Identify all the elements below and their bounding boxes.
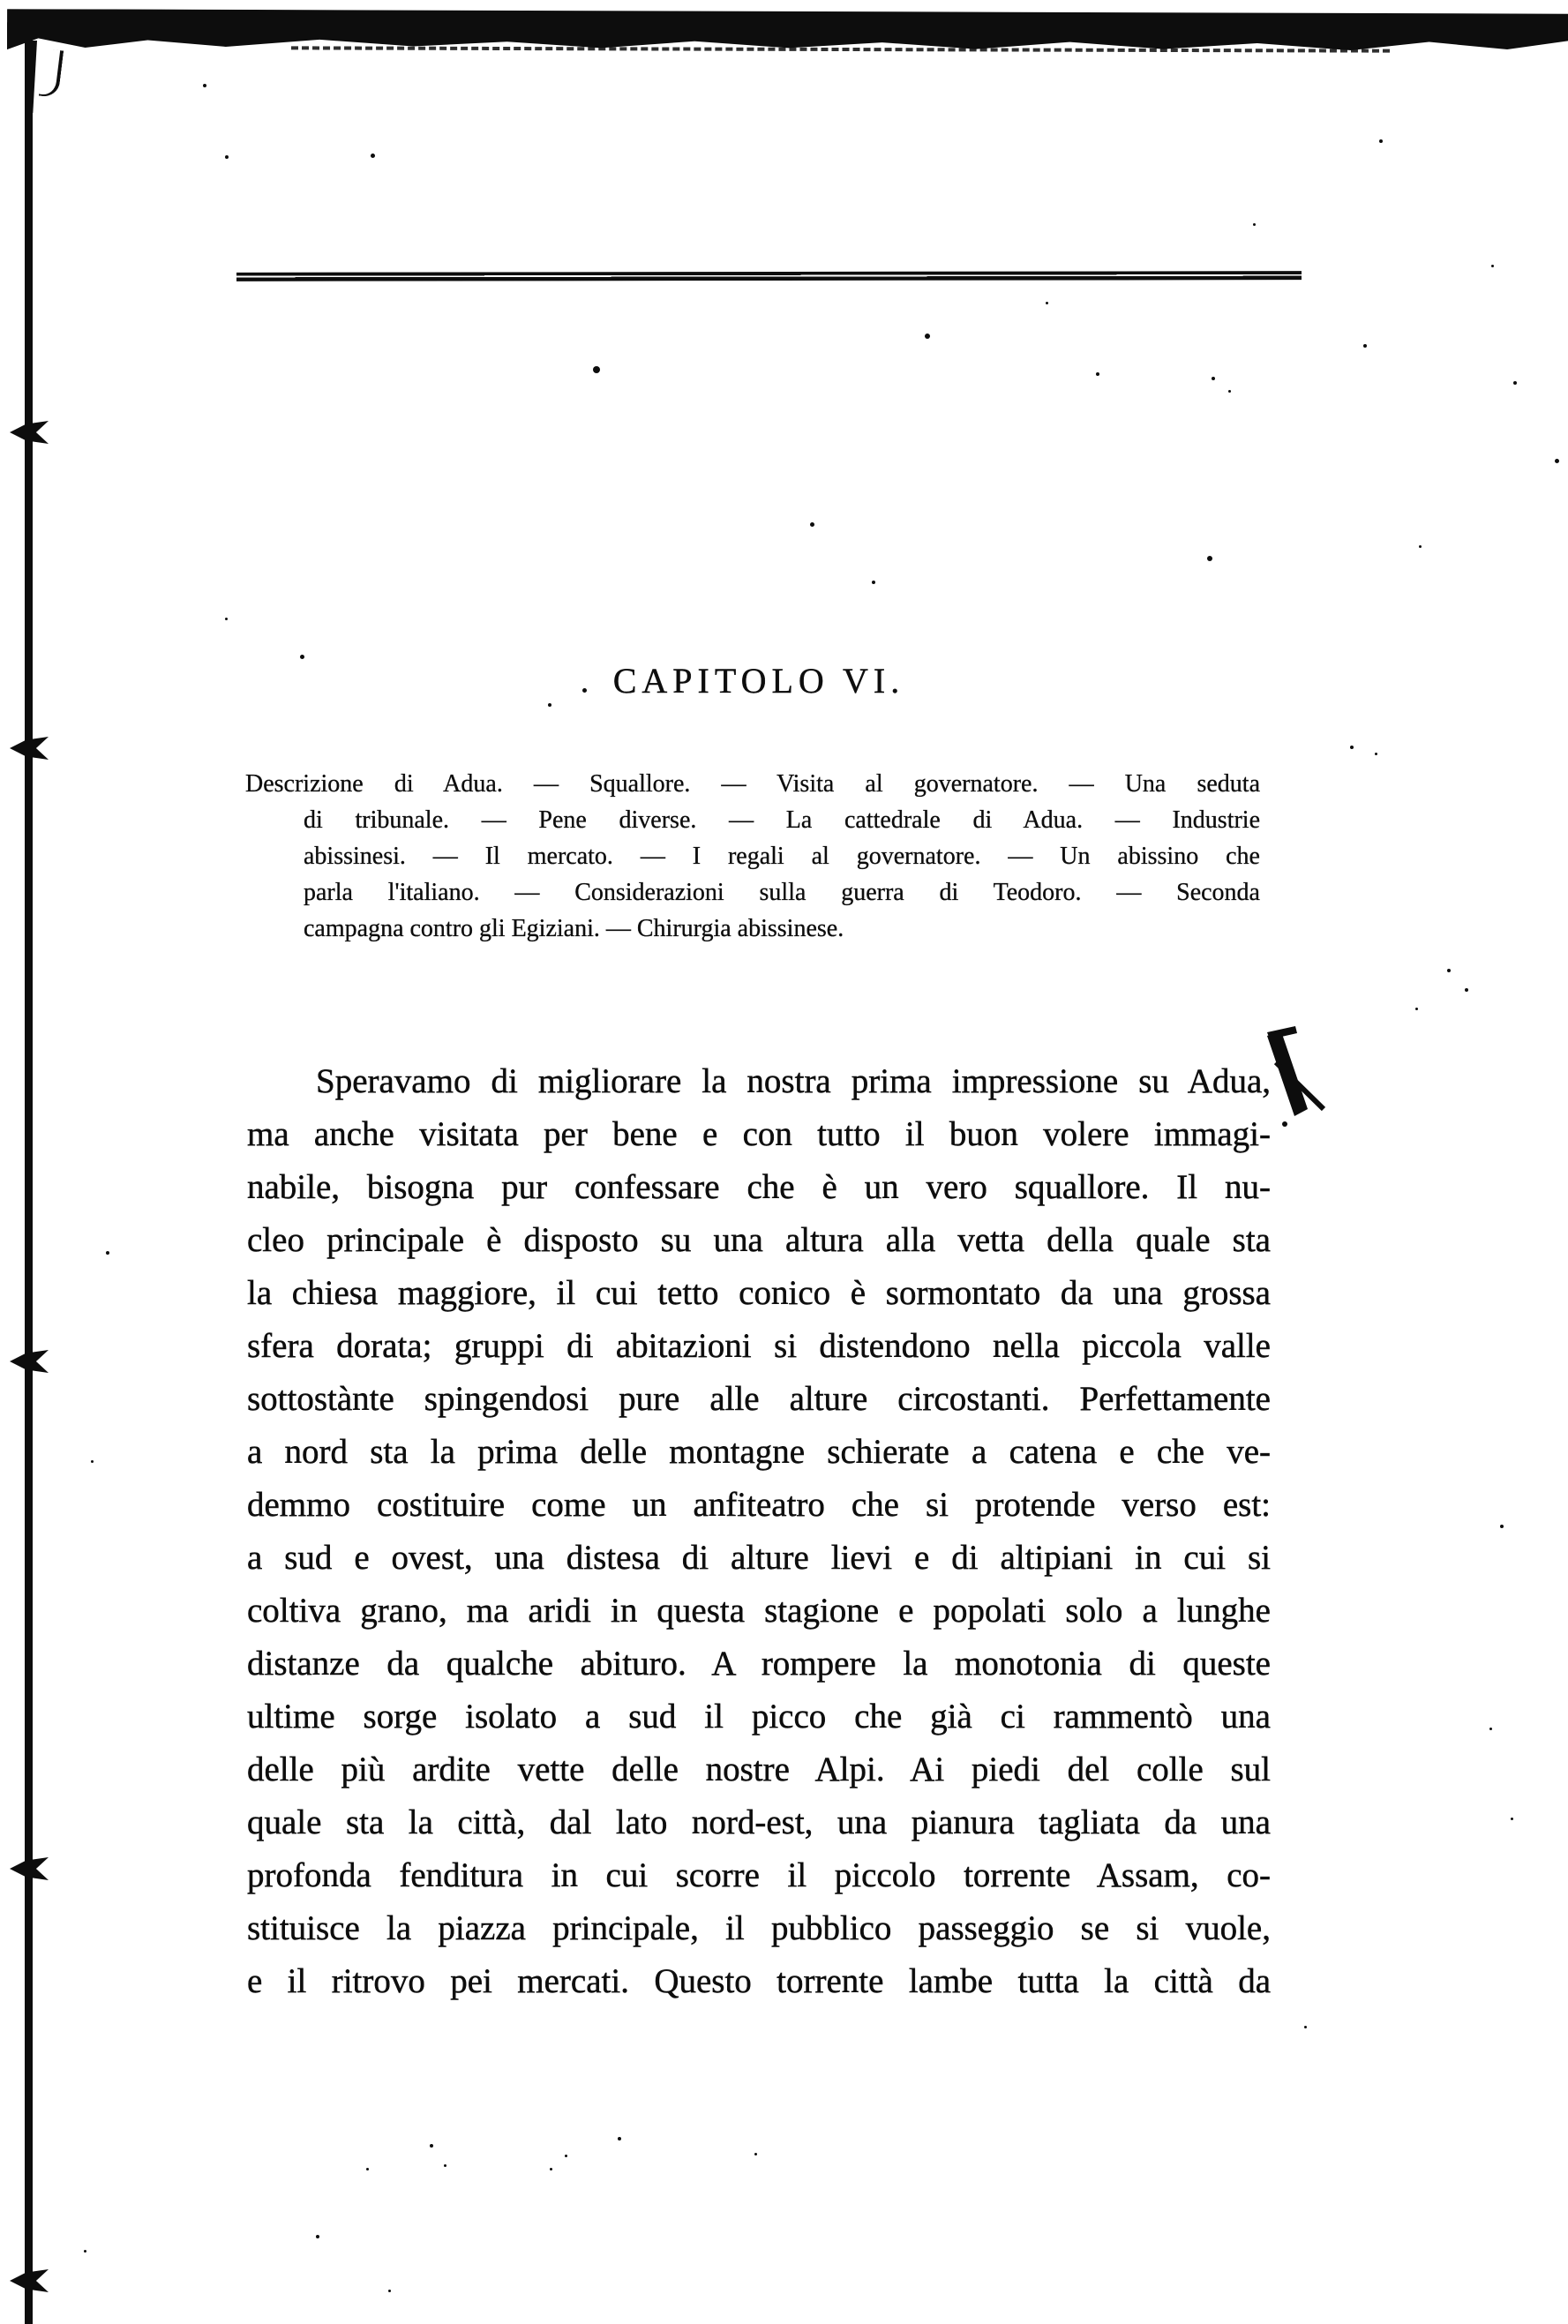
chapter-title: CAPITOLO VI. <box>612 661 905 701</box>
body-line: coltiva grano, ma aridi in questa stagione e popolati solo a lunghe <box>247 1592 1271 1630</box>
binding-crease-knot <box>10 1857 49 1880</box>
body-line: a sud e ovest, una distesa di alture lievi e di altipiani in cui si <box>247 1539 1271 1577</box>
body-line: nabile, bisogna pur confessare che è un vero squallore. Il nu- <box>247 1168 1271 1206</box>
ink-mark <box>1258 1009 1355 1142</box>
body-line: ultime sorge isolato a sud il picco che già ci rammentò una <box>247 1698 1271 1736</box>
scan-speckle <box>1304 2026 1307 2028</box>
scan-speckle <box>593 366 600 373</box>
scan-speckle <box>366 2168 369 2170</box>
summary-line: campagna contro gli Egiziani. — Chirurgia abissinese. <box>304 915 844 942</box>
scan-speckle <box>300 655 304 659</box>
body-line: delle più ardite vette delle nostre Alpi. Ai piedi del colle sul <box>247 1750 1271 1788</box>
scan-speckle <box>84 2250 86 2253</box>
scan-speckle <box>1513 381 1517 385</box>
scan-speckle <box>925 334 930 339</box>
body-line: cleo principale è disposto su una altura alla vetta della quale sta <box>247 1221 1271 1259</box>
scan-speckle <box>1375 753 1377 755</box>
summary-line: Descrizione di Adua. — Squallore. — Visita al governatore. — Una seduta <box>245 770 1260 798</box>
scan-speckle <box>1465 988 1468 992</box>
body-line: profonda fenditura in cui scorre il piccolo torrente Assam, co- <box>247 1856 1271 1894</box>
scan-speckle <box>548 703 551 707</box>
chapter-divider-rule <box>236 271 1302 281</box>
binding-crease-knot <box>10 2269 49 2292</box>
scan-speckle <box>1350 746 1354 749</box>
scan-speckle <box>565 2155 567 2157</box>
scan-curl-mark <box>39 49 64 98</box>
scan-speckle <box>1489 1728 1492 1730</box>
scan-speckle <box>1447 969 1451 972</box>
summary-line: parla l'italiano. — Considerazioni sulla guerra di Teodoro. — Seconda <box>304 879 1260 906</box>
binding-crease-line <box>25 39 33 2324</box>
scan-speckle <box>430 2144 433 2148</box>
scan-speckle <box>1207 556 1212 561</box>
body-line: stituisce la piazza principale, il pubblico passeggio se si vuole, <box>247 1909 1271 1947</box>
body-line: a nord sta la prima delle montagne schierate a catena e che ve- <box>247 1433 1271 1471</box>
scan-edge-ragged-line <box>291 46 1390 52</box>
scan-speckle <box>618 2137 621 2140</box>
scan-speckle <box>1212 377 1215 380</box>
chapter-summary <box>245 766 1260 947</box>
scan-speckle <box>388 2290 391 2292</box>
scan-speckle <box>1228 390 1231 393</box>
scan-speckle <box>1415 1008 1418 1010</box>
body-line: ma anche visitata per bene e con tutto il buon volere immagi- <box>247 1115 1271 1153</box>
scan-speckle <box>91 1460 94 1463</box>
scan-speckle <box>316 2235 319 2238</box>
body-line: la chiesa maggiore, il cui tetto conico è sormontato da una grossa <box>247 1274 1271 1312</box>
scan-speckle <box>550 2168 552 2170</box>
scan-speckle <box>1511 1818 1513 1820</box>
body-line: Speravamo di migliorare la nostra prima impressione su Adua, <box>316 1062 1271 1100</box>
body-line: sfera dorata; gruppi di abitazioni si distendono nella piccola valle <box>247 1327 1271 1365</box>
scan-speckle <box>1419 545 1422 548</box>
body-line: demmo costituire come un anfiteatro che si protende verso est: <box>247 1486 1271 1524</box>
body-line: sottostànte spingendosi pure alle alture circostanti. Perfettamente <box>247 1380 1271 1418</box>
scan-speckle <box>1491 265 1494 267</box>
scan-speckle <box>754 2153 757 2155</box>
scan-speckle <box>1500 1525 1504 1528</box>
scan-speckle <box>444 2164 446 2167</box>
scan-speckle <box>1046 302 1048 304</box>
scan-speckle <box>1555 459 1559 463</box>
scan-speckle <box>810 522 814 527</box>
scan-speckle <box>1253 223 1256 226</box>
body-paragraph <box>247 1055 1271 2008</box>
body-line: distanze da qualche abituro. A rompere la monotonia di queste <box>247 1645 1271 1683</box>
body-line: quale sta la città, dal lato nord-est, una pianura tagliata da una <box>247 1803 1271 1841</box>
scan-speckle <box>225 618 228 620</box>
body-line: e il ritrovo pei mercati. Questo torrente lambe tutta la città da <box>247 1962 1271 2000</box>
binding-crease-knot <box>10 1350 49 1373</box>
scan-speckle <box>106 1251 109 1255</box>
summary-line: di tribunale. — Pene diverse. — La cattedrale di Adua. — Industrie <box>304 806 1260 834</box>
scan-speckle <box>872 581 875 584</box>
binding-crease-knot <box>10 421 49 444</box>
scan-speckle <box>1363 344 1367 348</box>
binding-crease-knot <box>10 737 49 760</box>
scan-speckle <box>203 84 206 87</box>
scan-speckle <box>1096 372 1099 376</box>
scan-speckle <box>225 155 229 159</box>
scan-speckle <box>1379 139 1383 143</box>
scan-edge-band <box>7 9 1568 53</box>
scan-speckle <box>371 154 375 158</box>
summary-line: abissinesi. — Il mercato. — I regali al governatore. — Un abissino che <box>304 843 1260 870</box>
